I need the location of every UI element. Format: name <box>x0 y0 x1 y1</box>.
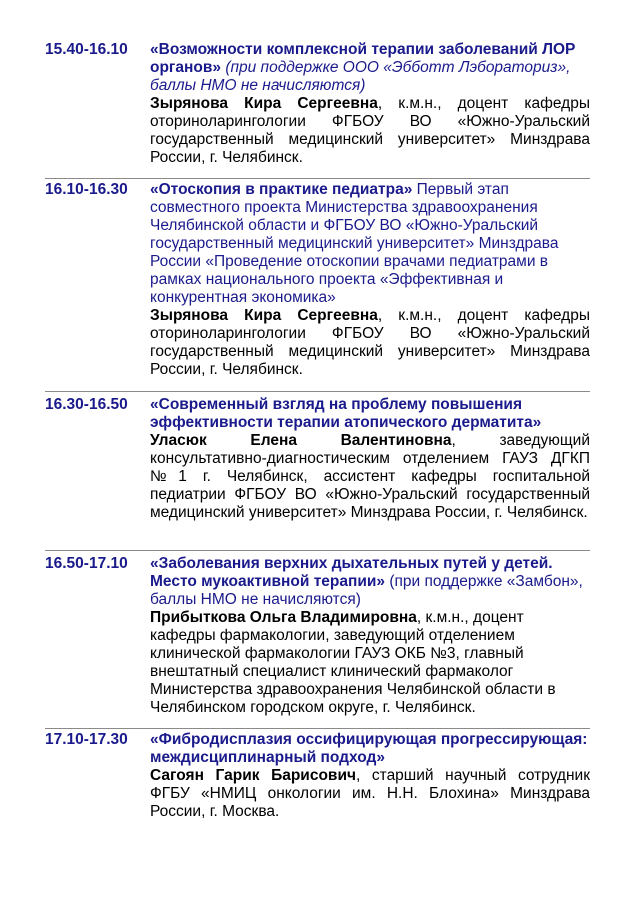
session-time: 16.50-17.10 <box>45 555 128 572</box>
session-title-block <box>150 555 590 609</box>
speaker-block <box>150 609 590 717</box>
speaker-description: , к.м.н., доцент кафедры фармакологии, заведующий отделением клинической фармакологии ГАУЗ ОКБ №3, главный внештатный специалист клинический фармаколог Министерства здравоохранения Челябинской области в Челябинском городском округе, г. Челябинск. <box>150 609 556 716</box>
speaker-description: , заведующий консультативно-диагностическим отделением ГАУЗ ДГКП №1 г. Челябинск, ассистент кафедры госпитальной педиатрии ФГБОУ ВО «Южно-Уральский государственный медицинский университет» Минздрава России, г. Челябинск. <box>150 432 590 521</box>
session-body <box>150 41 590 167</box>
separator <box>45 728 590 729</box>
session-body <box>150 181 590 379</box>
session-time: 15.40-16.10 <box>45 41 128 58</box>
session-time: 16.10-16.30 <box>45 181 128 198</box>
session-title: «Возможности комплексной терапии заболеваний ЛОР органов» <box>150 41 576 76</box>
separator <box>45 550 590 551</box>
session-title-block <box>150 181 590 307</box>
session-title-block <box>150 41 590 95</box>
session-title: «Заболевания верхних дыхательных путей у детей. Место мукоактивной терапии» <box>150 555 553 590</box>
speaker-name: Зырянова Кира Сергеевна <box>150 95 378 112</box>
speaker-description: , к.м.н., доцент кафедры оториноларингологии ФГБОУ ВО «Южно-Уральский государственный медицинский университет» Минздрава России, г. Челябинск. <box>150 95 590 166</box>
speaker-name: Зырянова Кира Сергеевна <box>150 307 378 324</box>
session-body <box>150 555 590 717</box>
session-note: (при поддержке «Замбон», баллы НМО не начисляются) <box>150 573 583 608</box>
session-body <box>150 731 590 821</box>
speaker-block <box>150 767 590 821</box>
speaker-name: Уласюк Елена Валентиновна <box>150 432 452 449</box>
speaker-name: Прибыткова Ольга Владимировна <box>150 609 417 626</box>
session-time: 17.10-17.30 <box>45 731 128 748</box>
speaker-description: , старший научный сотрудник ФГБУ «НМИЦ онкологии им. Н.Н. Блохина» Минздрава России, г. Москва. <box>150 767 590 820</box>
session-note: (при поддержке ООО «Эбботт Лэбораториз», баллы НМО не начисляются) <box>150 59 571 94</box>
speaker-description: , к.м.н., доцент кафедры оториноларингологии ФГБОУ ВО «Южно-Уральский государственный медицинский университет» Минздрава России, г. Челябинск. <box>150 307 590 378</box>
separator <box>45 391 590 392</box>
session-title: «Фибродисплазия оссифицирующая прогрессирующая: междисциплинарный подход» <box>150 731 588 766</box>
session-subtitle: Первый этап совместного проекта Министерства здравоохранения Челябинской области и ФГБОУ ВО «Южно-Уральский государственный медицинский университет» Минздрава России «Проведение отоскопии врачами педиатрами в рамках национального проекта «Эффективная и конкурентная экономика» <box>150 181 559 306</box>
session-body <box>150 396 590 522</box>
speaker-block <box>150 432 590 522</box>
speaker-block <box>150 307 590 379</box>
session-title: «Отоскопия в практике педиатра» <box>150 181 413 198</box>
speaker-name: Сагоян Гарик Барисович <box>150 767 356 784</box>
speaker-block <box>150 95 590 167</box>
session-title: «Современный взгляд на проблему повышения эффективности терапии атопического дерматита» <box>150 396 542 431</box>
separator <box>45 178 590 179</box>
session-time: 16.30-16.50 <box>45 396 128 413</box>
